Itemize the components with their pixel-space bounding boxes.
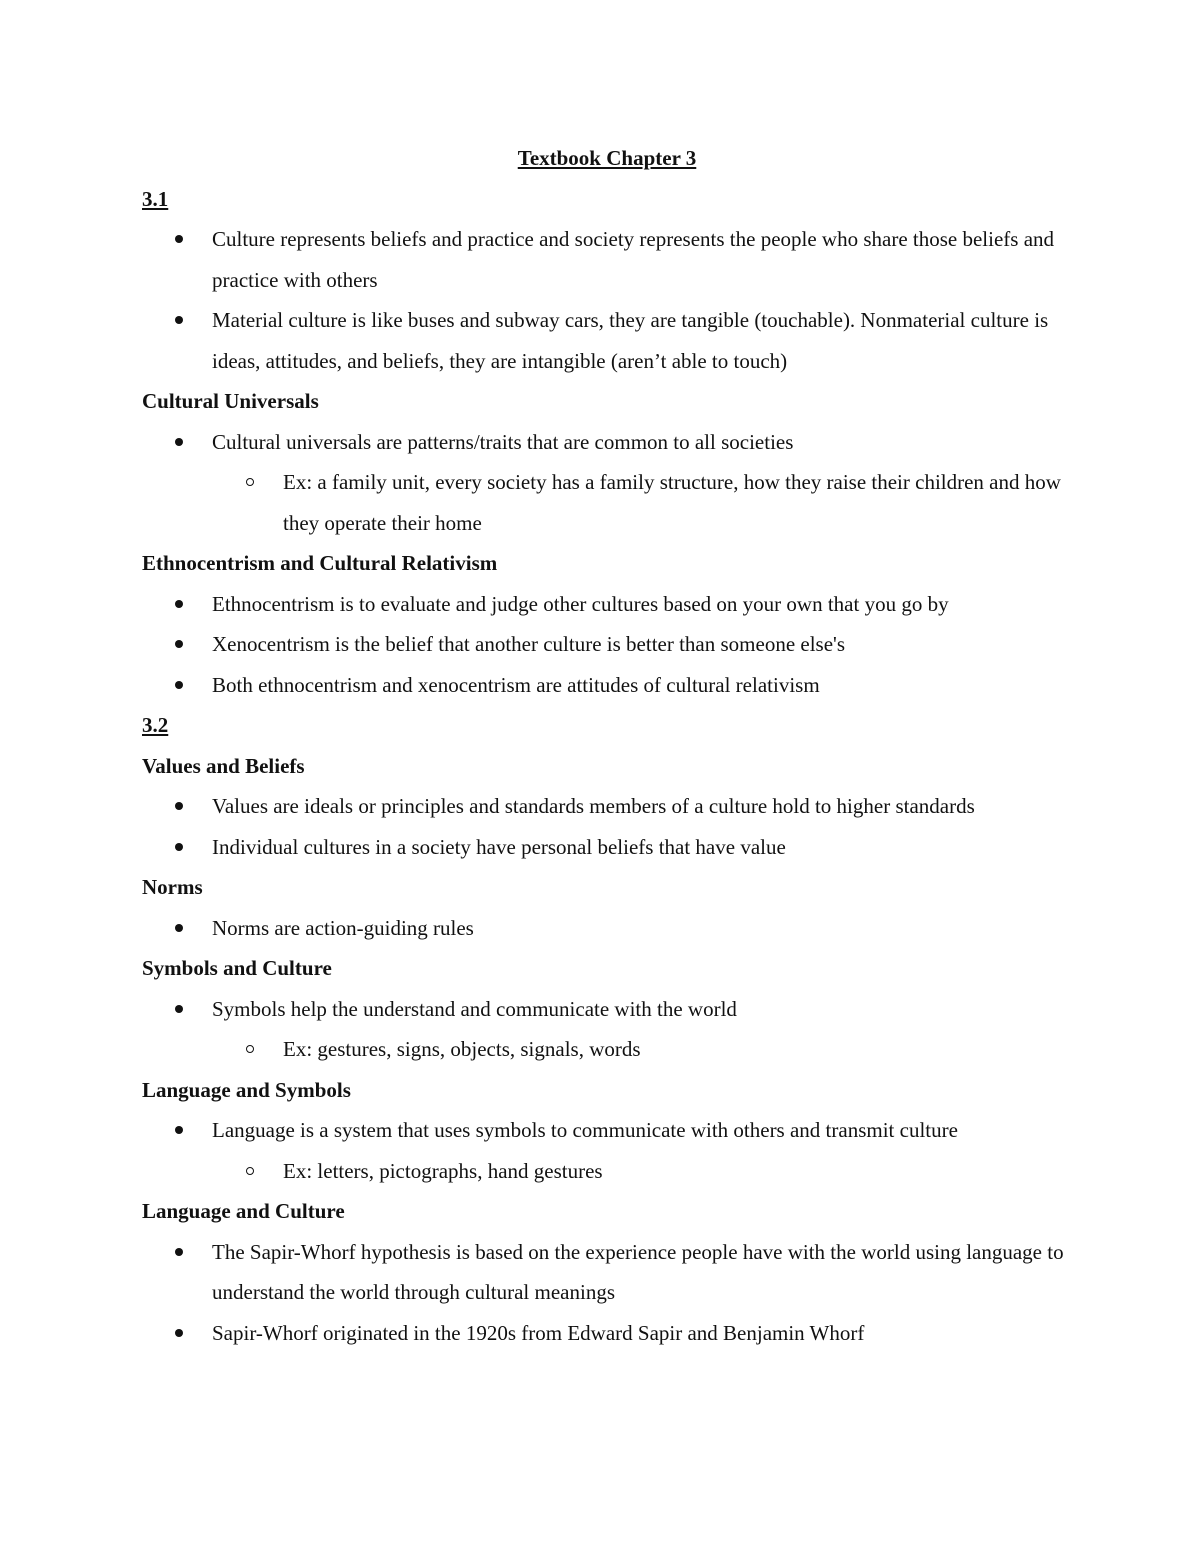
bullet-item: Ethnocentrism is to evaluate and judge other cultures based on your own that you go by bbox=[212, 584, 1072, 625]
bullet-text: Symbols help the understand and communicate with the world bbox=[212, 996, 737, 1021]
bullet-item: Material culture is like buses and subway cars, they are tangible (touchable). Nonmaterial culture is ideas, attitudes, and beliefs, they are intangible (aren’t able to touch) bbox=[212, 300, 1072, 381]
bullet-item: Values are ideals or principles and standards members of a culture hold to higher standards bbox=[212, 786, 1072, 827]
heading-language-culture: Language and Culture bbox=[142, 1199, 345, 1223]
section-heading-3-2: 3.2 bbox=[142, 713, 169, 737]
bullet-list bbox=[142, 422, 1072, 544]
heading-cultural-universals: Cultural Universals bbox=[142, 389, 319, 413]
bullet-item bbox=[212, 989, 1072, 1070]
heading-language-symbols: Language and Symbols bbox=[142, 1077, 351, 1102]
sub-bullet-list bbox=[212, 1029, 1072, 1070]
sub-bullet-item: Ex: a family unit, every society has a family structure, how they raise their children and how they operate their home bbox=[283, 462, 1072, 543]
section-heading-3-1: 3.1 bbox=[142, 186, 169, 211]
bullet-text: Language is a system that uses symbols to communicate with others and transmit culture bbox=[212, 1118, 958, 1142]
bullet-item: Individual cultures in a society have personal beliefs that have value bbox=[212, 827, 1072, 868]
heading-ethnocentrism: Ethnocentrism and Cultural Relativism bbox=[142, 551, 498, 575]
bullet-item: Sapir-Whorf originated in the 1920s from Edward Sapir and Benjamin Whorf bbox=[212, 1313, 1072, 1354]
sub-bullet-list bbox=[212, 462, 1072, 543]
bullet-list bbox=[142, 989, 1072, 1070]
sub-bullet-item: Ex: gestures, signs, objects, signals, words bbox=[283, 1029, 1072, 1070]
bullet-item: Norms are action-guiding rules bbox=[212, 908, 1072, 949]
sub-bullet-list bbox=[212, 1151, 1072, 1192]
sub-bullet-item: Ex: letters, pictographs, hand gestures bbox=[283, 1151, 1072, 1192]
bullet-item: The Sapir-Whorf hypothesis is based on the experience people have with the world using language to understand the world through cultural meanings bbox=[212, 1232, 1072, 1313]
bullet-item: Xenocentrism is the belief that another culture is better than someone else's bbox=[212, 624, 1072, 665]
heading-norms: Norms bbox=[142, 875, 203, 899]
bullet-item bbox=[212, 1110, 1072, 1191]
bullet-text: Cultural universals are patterns/traits that are common to all societies bbox=[212, 429, 794, 454]
heading-symbols-culture: Symbols and Culture bbox=[142, 956, 332, 980]
bullet-item bbox=[212, 422, 1072, 544]
bullet-list bbox=[142, 908, 1072, 949]
bullet-list bbox=[142, 1232, 1072, 1354]
bullet-item: Culture represents beliefs and practice and society represents the people who share those beliefs and practice with others bbox=[212, 219, 1072, 300]
bullet-list bbox=[142, 219, 1072, 381]
bullet-list bbox=[142, 584, 1072, 706]
heading-values-beliefs: Values and Beliefs bbox=[142, 753, 305, 778]
bullet-list bbox=[142, 1110, 1072, 1191]
bullet-list bbox=[142, 786, 1072, 867]
bullet-item: Both ethnocentrism and xenocentrism are attitudes of cultural relativism bbox=[212, 665, 1072, 706]
page-title: Textbook Chapter 3 bbox=[517, 146, 697, 170]
document-body bbox=[142, 138, 1072, 1353]
